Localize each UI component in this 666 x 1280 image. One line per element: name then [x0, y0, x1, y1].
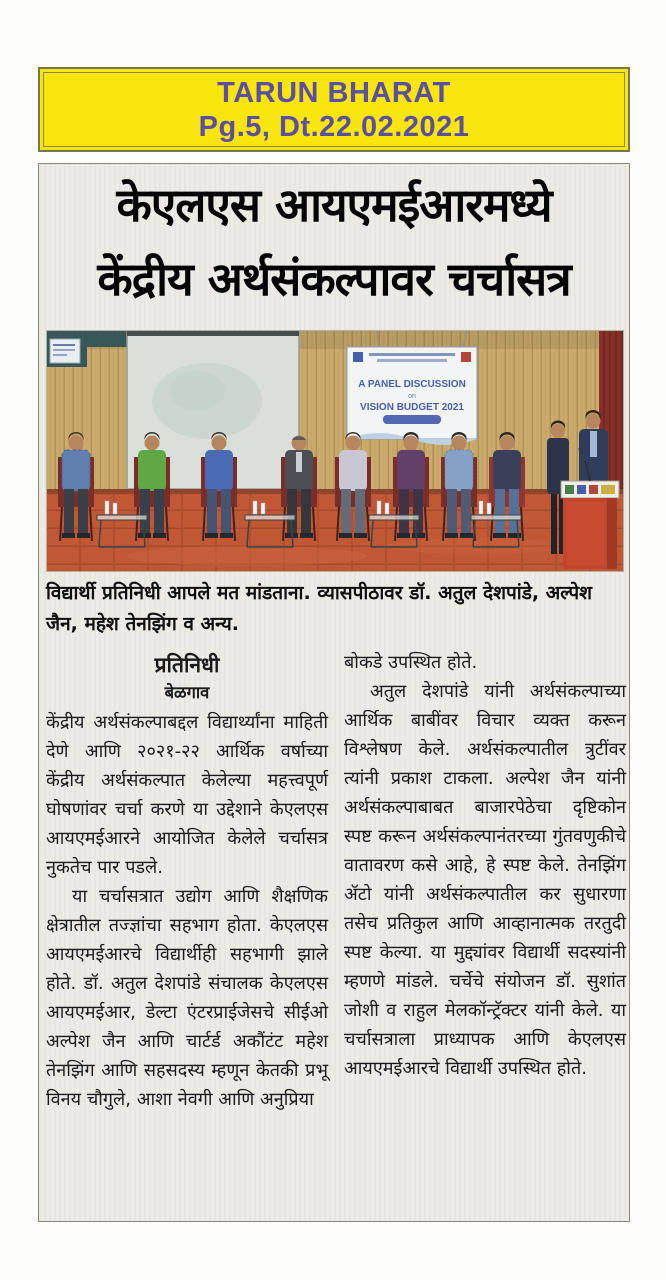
dateline: बेळगाव: [164, 683, 210, 702]
banner-subtitle: VISION BUDGET 2021: [360, 402, 464, 413]
photo-caption: विद्यार्थी प्रतिनिधी आपले मत मांडताना. व्यासपीठावर डॉ. अतुल देशपांडे, अल्पेश जैन, महेश तेनझिंग व अन्य.: [46, 582, 593, 635]
photo-illustration: [47, 331, 623, 571]
headline: [39, 168, 629, 316]
headline-line-1: केएलएस आयएमईआरमध्ये: [116, 178, 552, 232]
masthead-box: [38, 67, 630, 152]
newspaper-name: TARUN BHARAT: [217, 76, 451, 109]
page-date-line: Pg.5, Dt.22.02.2021: [198, 110, 470, 143]
article-column-1: [46, 648, 328, 1114]
paragraph-2-continued: बोकडे उपस्थित होते.: [344, 652, 478, 673]
article-column-2: [344, 648, 626, 1114]
byline: प्रतिनिधी: [154, 653, 220, 677]
article-clip-frame: [38, 163, 630, 1222]
paragraph-2: या चर्चासत्रात उद्योग आणि शैक्षणिक क्षेत्रातील तज्ज्ञांचा सहभाग होता. केएलएस आयएमईआरचे विद्यार्थीही सहभागी झाले होते. डॉ. अतुल देशपांडे संचालक केएलएस आयएमईआर, डेल्टा एंटरप्राईजेसचे सीईओ अल्पेश जैन आणि चार्टर्ड अकौंटंट महेश तेनझिंग आणि सहसदस्य म्हणून केतकी प्रभू विनय चौगुले, आशा नेवगी आणि अनुप्रिया: [46, 886, 328, 1110]
paragraph-1: केंद्रीय अर्थसंकल्पाबद्दल विद्यार्थ्यांना माहिती देणे आणि २०२१-२२ आर्थिक वर्षाच्या केंद्रीय अर्थसंकल्पात केलेल्या महत्त्वपूर्ण घोषणांवर चर्चा करणे या उद्देशाने केएलएस आयएमईआरने आयोजित केलेले चर्चासत्र नुकतेच पार पडले.: [46, 712, 328, 878]
article-body: [46, 648, 626, 1114]
banner-on: on: [408, 393, 416, 400]
panel-discussion-photo: [46, 330, 624, 572]
paragraph-3: अतुल देशपांडे यांनी अर्थसंकल्पाच्या आर्थिक बाबींवर विचार व्यक्त करून विश्लेषण केले. अर्थसंकल्पातील त्रुटींवर त्यांनी प्रकाश टाकला. अल्पेश जैन यांनी अर्थसंकल्पाबाबत बाजारपेठेचा दृष्टिकोन स्पष्ट करून अर्थसंकल्पानंतरच्या गुंतवणुकीचे वातावरण कसे आहे, हे स्पष्ट केले. तेनझिंग ॲटो यांनी अर्थसंकल्पातील कर सुधारणा तसेच प्रतिकुल आणि आव्हानात्मक तरतुदी स्पष्ट केल्या. या मुद्द्यांवर विद्यार्थी सदस्यांनी म्हणणे मांडले. चर्चेचे संयोजन डॉ. सुशांत जोशी व राहुल मेलकॉन्ट्रॅक्टर यांनी केले. या चर्चासत्राला प्राध्यापक आणि केएलएस आयएमईआरचे विद्यार्थी उपस्थित होते.: [344, 681, 626, 1079]
headline-line-2: केंद्रीय अर्थसंकल्पावर चर्चासत्र: [97, 252, 571, 306]
banner-title: A PANEL DISCUSSION: [358, 379, 466, 390]
